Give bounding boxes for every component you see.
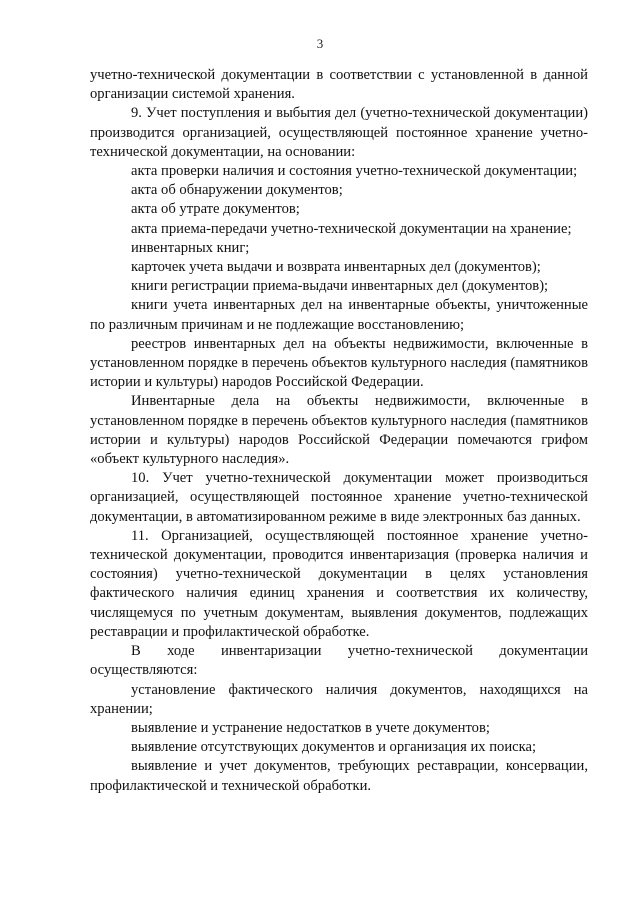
list-item: акта приема-передачи учетно-технической документации на хранение; xyxy=(131,220,572,237)
list-item: акта об утрате документов; xyxy=(131,201,300,218)
paragraph-item-9: 9. Учет поступления и выбытия дел (учетно-технической документации) производится организацией, осуществляющей постоянное хранение учетно-технической документации, на основании: xyxy=(90,105,588,160)
list-item: выявление отсутствующих документов и организация их поиска; xyxy=(131,739,537,756)
list-item: акта об обнаружении документов; xyxy=(131,182,343,199)
paragraph-cultural-heritage: Инвентарные дела на объекты недвижимости, включенные в установленном порядке в перечень объектов культурного наследия (памятников истории и культуры) народов Российской Федерации помечаются грифом «объект культурного наследия». xyxy=(90,393,588,468)
list-item: книги регистрации приема-выдачи инвентарных дел (документов); xyxy=(131,278,549,295)
list-item: выявление и учет документов, требующих реставрации, консервации, профилактической и технической обработки. xyxy=(90,758,588,794)
page-number: 3 xyxy=(316,36,324,51)
list-item: реестров инвентарных дел на объекты недвижимости, включенные в установленном порядке в перечень объектов культурного наследия (памятников истории и культуры) народов Российской Федерации. xyxy=(90,335,588,391)
paragraph-continuation: учетно-технической документации в соответствии с установленной в данной организации системой хранения. xyxy=(90,67,588,103)
list-item: карточек учета выдачи и возврата инвентарных дел (документов); xyxy=(131,259,541,276)
paragraph-inventory-intro: В ходе инвентаризации учетно-технической документации осуществляются: xyxy=(90,643,588,679)
list-item: установление фактического наличия документов, находящихся на хранении; xyxy=(90,681,588,717)
list-item: выявление и устранение недостатков в учете документов; xyxy=(131,719,490,736)
document-body xyxy=(90,66,588,796)
paragraph-item-10: 10. Учет учетно-технической документации может производиться организацией, осуществляющей постоянное хранение учетно-технической документации, в автоматизированном режиме в виде электронных баз данных. xyxy=(90,470,588,525)
paragraph-item-11: 11. Организацией, осуществляющей постоянное хранение учетно-технической документации, проводится инвентаризация (проверка наличия и состояния) учетно-технической документации в целях установления фактического наличия единиц хранения и соответствия их количеству, числящемуся по учетным документам, выявления документов, подлежащих реставрации и профилактической обработке. xyxy=(90,527,588,640)
list-item: книги учета инвентарных дел на инвентарные объекты, уничтоженные по различным причинам и не подлежащие восстановлению; xyxy=(90,297,588,333)
list-item: акта проверки наличия и состояния учетно-технической документации; xyxy=(131,163,578,180)
list-item: инвентарных книг; xyxy=(131,239,250,256)
